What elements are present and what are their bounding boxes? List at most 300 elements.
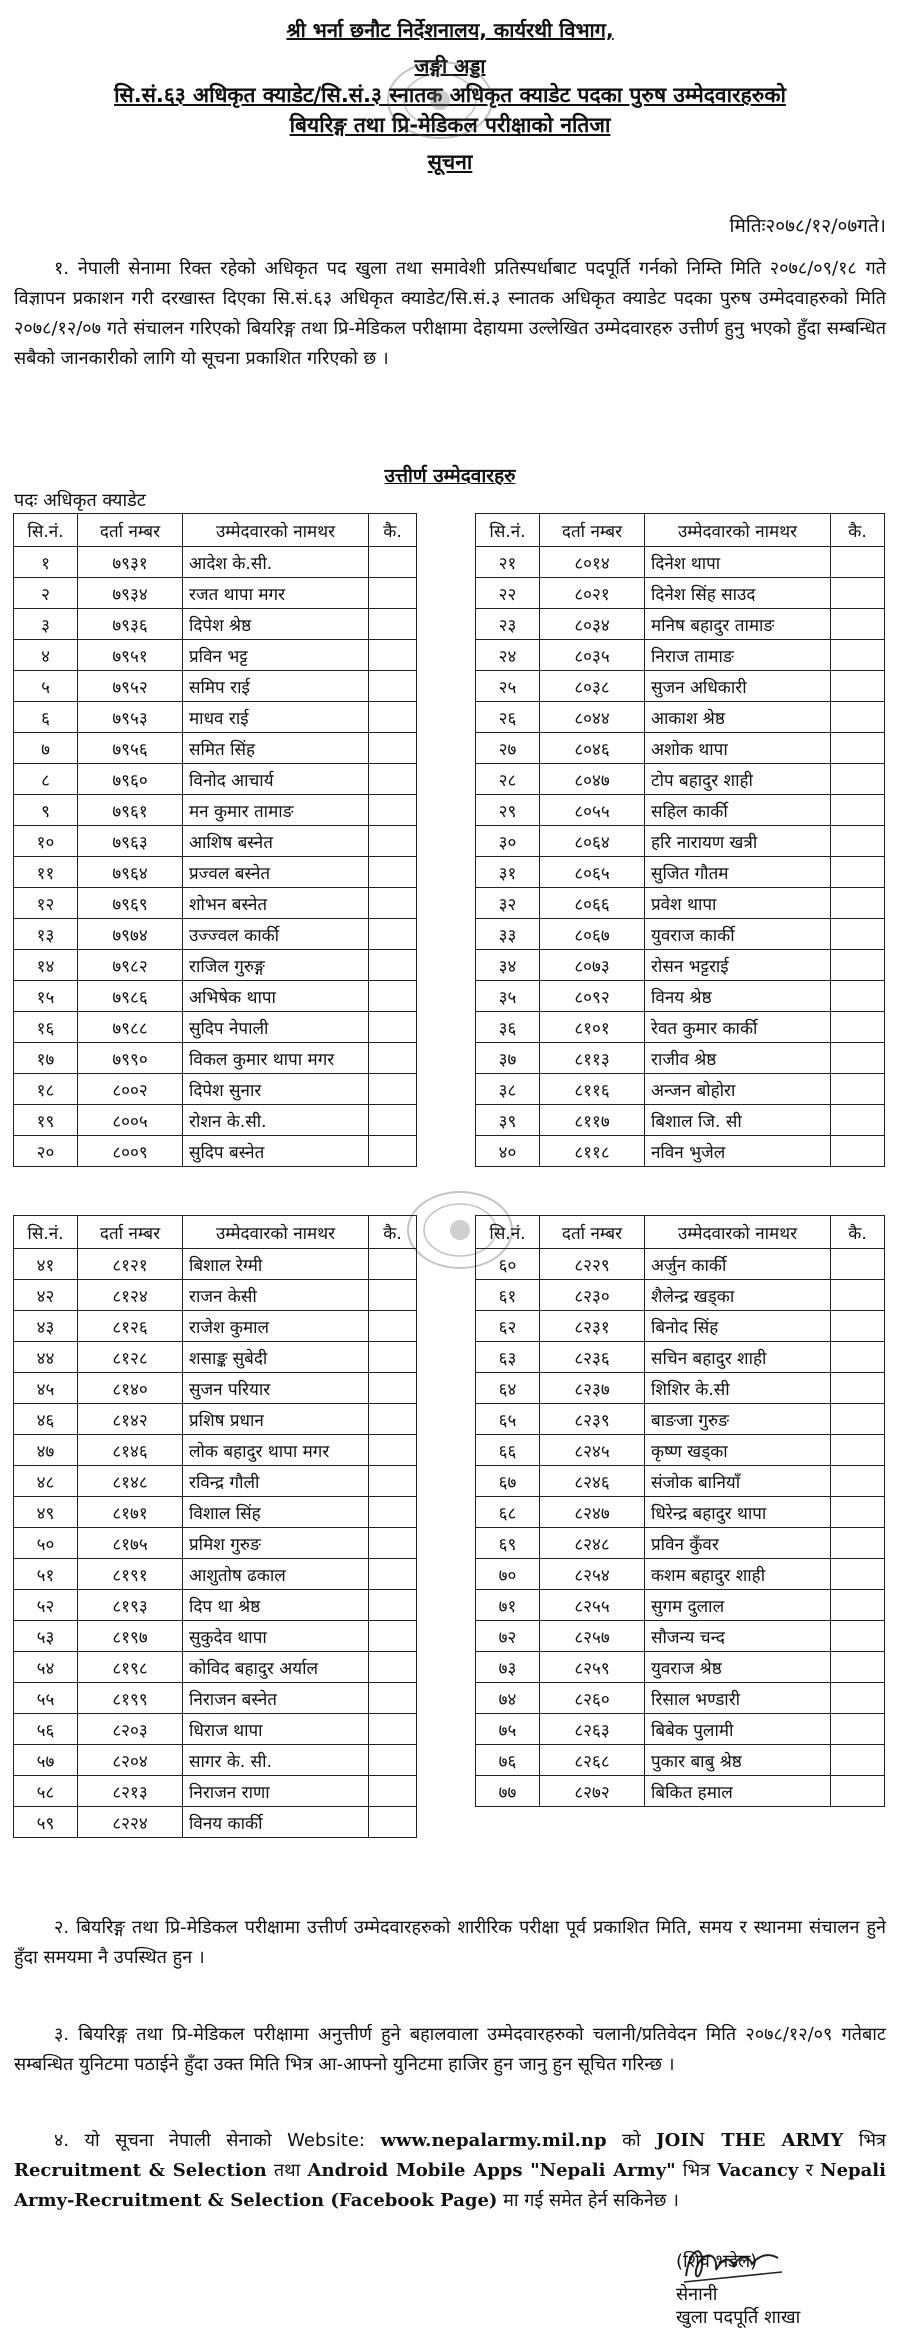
seal-stamp-icon — [380, 55, 500, 145]
table-row — [476, 609, 885, 640]
table-row — [476, 733, 885, 764]
serial-number-cell: ४८ — [14, 1466, 78, 1497]
serial-number-cell: ७६ — [476, 1745, 540, 1776]
serial-number-cell: १५ — [14, 981, 78, 1012]
serial-number-cell: ४६ — [14, 1404, 78, 1435]
registration-number-cell: ८२५९ — [540, 1652, 645, 1683]
candidate-name-cell: निराज तामाङ — [645, 640, 831, 671]
remarks-cell — [369, 1497, 417, 1528]
table-row — [476, 1280, 885, 1311]
table-row — [476, 1012, 885, 1043]
candidate-name-cell: हरि नारायण खत्री — [645, 826, 831, 857]
table-row — [476, 1590, 885, 1621]
registration-number-cell: ७९५२ — [78, 671, 183, 702]
serial-number-cell: ५ — [14, 671, 78, 702]
registration-number-cell: ८०७३ — [540, 950, 645, 981]
para4-prefix: ४. यो सूचना नेपाली सेनाको Website: — [54, 2130, 381, 2151]
serial-number-cell: २६ — [476, 702, 540, 733]
remarks-cell — [831, 1745, 885, 1776]
remarks-cell — [831, 1714, 885, 1745]
candidate-name-cell: धिरेन्द्र बहादुर थापा — [645, 1497, 831, 1528]
remarks-cell — [369, 1074, 417, 1105]
table-row — [14, 1621, 417, 1652]
registration-number-cell: ७९५३ — [78, 702, 183, 733]
remarks-cell — [831, 1528, 885, 1559]
serial-number-cell: ३२ — [476, 888, 540, 919]
table-row — [476, 1043, 885, 1074]
serial-number-cell: ७३ — [476, 1652, 540, 1683]
candidate-name-cell: अशोक थापा — [645, 733, 831, 764]
registration-number-cell: ८११७ — [540, 1105, 645, 1136]
registration-number-cell: ८२१३ — [78, 1776, 183, 1807]
candidate-name-cell: संजोक बानियाँ — [645, 1466, 831, 1497]
table-row — [476, 795, 885, 826]
serial-number-cell: ३० — [476, 826, 540, 857]
apps-text: Android Mobile Apps "Nepali Army" — [307, 2160, 676, 2181]
table-row — [14, 1342, 417, 1373]
table-row — [14, 1745, 417, 1776]
table-row — [476, 1652, 885, 1683]
remarks-cell — [369, 795, 417, 826]
registration-number-cell: ८०३५ — [540, 640, 645, 671]
registration-number-cell: ७९७४ — [78, 919, 183, 950]
candidate-name-cell: आकाश श्रेष्ठ — [645, 702, 831, 733]
remarks-cell — [369, 1776, 417, 1807]
registration-number-cell: ७९५६ — [78, 733, 183, 764]
serial-number-cell: ५२ — [14, 1590, 78, 1621]
serial-number-cell: १६ — [14, 1012, 78, 1043]
serial-number-cell: ६ — [14, 702, 78, 733]
candidate-name-cell: अर्जुन कार्की — [645, 1249, 831, 1280]
candidate-name-cell: प्रवेश थापा — [645, 888, 831, 919]
serial-number-cell: ५१ — [14, 1559, 78, 1590]
remarks-cell — [369, 1652, 417, 1683]
table-row — [476, 1342, 885, 1373]
table-row — [14, 764, 417, 795]
serial-number-cell: ६३ — [476, 1342, 540, 1373]
candidate-name-cell: टोप बहादुर शाही — [645, 764, 831, 795]
serial-number-cell: ४० — [476, 1136, 540, 1167]
serial-number-cell: १२ — [14, 888, 78, 919]
candidate-name-cell: राजीव श्रेष्ठ — [645, 1043, 831, 1074]
registration-number-cell: ८२४७ — [540, 1497, 645, 1528]
registration-number-cell: ८२५७ — [540, 1621, 645, 1652]
table-row — [476, 1683, 885, 1714]
candidate-name-cell: नविन भुजेल — [645, 1136, 831, 1167]
registration-number-cell: ८१९९ — [78, 1683, 183, 1714]
candidate-name-cell: दिनेश सिंह साउद — [645, 578, 831, 609]
serial-number-cell: ३७ — [476, 1043, 540, 1074]
col-header-remarks: कै. — [831, 1216, 885, 1249]
remarks-cell — [369, 857, 417, 888]
candidate-name-cell: कोविद बहादुर अर्याल — [183, 1652, 369, 1683]
registration-number-cell: ८२६८ — [540, 1745, 645, 1776]
remarks-cell — [831, 702, 885, 733]
remarks-cell — [831, 1652, 885, 1683]
candidate-name-cell: विनोद आचार्य — [183, 764, 369, 795]
table-row — [14, 1714, 417, 1745]
serial-number-cell: ७२ — [476, 1621, 540, 1652]
registration-number-cell: ८०३४ — [540, 609, 645, 640]
candidate-name-cell: प्रज्वल बस्नेत — [183, 857, 369, 888]
registration-number-cell: ८१०१ — [540, 1012, 645, 1043]
candidate-name-cell: विकल कुमार थापा मगर — [183, 1043, 369, 1074]
serial-number-cell: ७ — [14, 733, 78, 764]
candidate-name-cell: समिप राई — [183, 671, 369, 702]
candidate-name-cell: शैलेन्द्र खड्का — [645, 1280, 831, 1311]
candidate-name-cell: रोसन भट्टराई — [645, 950, 831, 981]
table-row — [476, 640, 885, 671]
remarks-cell — [369, 1714, 417, 1745]
table-row — [14, 1652, 417, 1683]
registration-number-cell: ८१९३ — [78, 1590, 183, 1621]
serial-number-cell: ३६ — [476, 1012, 540, 1043]
registration-number-cell: ८०४७ — [540, 764, 645, 795]
remarks-cell — [369, 1105, 417, 1136]
serial-number-cell: २३ — [476, 609, 540, 640]
registration-number-cell: ८०१४ — [540, 547, 645, 578]
remarks-cell — [831, 1435, 885, 1466]
registration-number-cell: ८२४८ — [540, 1528, 645, 1559]
candidate-name-cell: बिनोद सिंह — [645, 1311, 831, 1342]
serial-number-cell: ५७ — [14, 1745, 78, 1776]
remarks-cell — [831, 1590, 885, 1621]
candidate-name-cell: रोशन के.सी. — [183, 1105, 369, 1136]
col-header-reg: दर्ता नम्बर — [540, 1216, 645, 1249]
candidate-name-cell: सुगम दुलाल — [645, 1590, 831, 1621]
serial-number-cell: ५९ — [14, 1807, 78, 1838]
registration-number-cell: ८२०४ — [78, 1745, 183, 1776]
remarks-cell — [831, 795, 885, 826]
remarks-cell — [831, 1311, 885, 1342]
registration-number-cell: ७९९० — [78, 1043, 183, 1074]
serial-number-cell: ७७ — [476, 1776, 540, 1807]
table-row — [476, 888, 885, 919]
serial-number-cell: २४ — [476, 640, 540, 671]
join-army-text: JOIN THE ARMY — [656, 2130, 844, 2151]
registration-number-cell: ८००२ — [78, 1074, 183, 1105]
candidate-name-cell: आदेश के.सी. — [183, 547, 369, 578]
table-row — [14, 888, 417, 919]
candidate-name-cell: दिनेश थापा — [645, 547, 831, 578]
remarks-cell — [831, 578, 885, 609]
registration-number-cell: ८२७२ — [540, 1776, 645, 1807]
candidate-name-cell: शिशिर के.सी — [645, 1373, 831, 1404]
table-row — [14, 1807, 417, 1838]
candidate-name-cell: अभिषेक थापा — [183, 981, 369, 1012]
registration-number-cell: ८००९ — [78, 1136, 183, 1167]
notice-date: मितिः२०७८/१२/०७गते। — [729, 215, 886, 237]
remarks-cell — [831, 950, 885, 981]
registration-number-cell: ७९६३ — [78, 826, 183, 857]
registration-number-cell: ८१४२ — [78, 1404, 183, 1435]
serial-number-cell: ३१ — [476, 857, 540, 888]
registration-number-cell: ७९८६ — [78, 981, 183, 1012]
paragraph-2: २. बियरिङ्ग तथा प्रि-मेडिकल परीक्षामा उत्तीर्ण उम्मेदवारहरुको शारीरिक परीक्षा पूर्व प्रकाशित मिति, समय र स्थानमा संचालन हुने हुँदा समयमा नै उपस्थित हुन । — [14, 1917, 886, 1968]
table-row — [476, 1404, 885, 1435]
registration-number-cell: ८०९२ — [540, 981, 645, 1012]
remarks-cell — [831, 1342, 885, 1373]
candidate-name-cell: निराजन राणा — [183, 1776, 369, 1807]
candidate-name-cell: दिपेश श्रेष्ठ — [183, 609, 369, 640]
registration-number-cell: ८०६५ — [540, 857, 645, 888]
serial-number-cell: ६५ — [476, 1404, 540, 1435]
paragraph-4 — [14, 2126, 886, 2216]
registration-number-cell: ८२५५ — [540, 1590, 645, 1621]
candidate-name-cell: निराजन बस्नेत — [183, 1683, 369, 1714]
para4-text: भित्र — [843, 2130, 886, 2151]
candidate-name-cell: सुजन अधिकारी — [645, 671, 831, 702]
table-row — [14, 609, 417, 640]
candidate-name-cell: राजन केसी — [183, 1280, 369, 1311]
remarks-cell — [369, 919, 417, 950]
remarks-cell — [369, 1528, 417, 1559]
remarks-cell — [831, 671, 885, 702]
registration-number-cell: ८११८ — [540, 1136, 645, 1167]
table-row — [14, 857, 417, 888]
serial-number-cell: ६० — [476, 1249, 540, 1280]
serial-number-cell: २१ — [476, 547, 540, 578]
table-row — [476, 1621, 885, 1652]
candidate-name-cell: आशिष बस्नेत — [183, 826, 369, 857]
results-table-4 — [475, 1215, 885, 1807]
registration-number-cell: ८२४६ — [540, 1466, 645, 1497]
candidate-name-cell: युवराज कार्की — [645, 919, 831, 950]
serial-number-cell: ४१ — [14, 1249, 78, 1280]
remarks-cell — [369, 733, 417, 764]
candidate-name-cell: सागर के. सी. — [183, 1745, 369, 1776]
candidate-name-cell: कशम बहादुर शाही — [645, 1559, 831, 1590]
candidate-name-cell: बिशाल जि. सी — [645, 1105, 831, 1136]
col-header-reg: दर्ता नम्बर — [540, 514, 645, 547]
registration-number-cell: ८१९८ — [78, 1652, 183, 1683]
website-link[interactable]: www.nepalarmy.mil.np — [380, 2130, 607, 2151]
remarks-cell — [831, 1466, 885, 1497]
registration-number-cell: ८२३६ — [540, 1342, 645, 1373]
remarks-cell — [831, 764, 885, 795]
serial-number-cell: ३४ — [476, 950, 540, 981]
remarks-cell — [831, 1683, 885, 1714]
candidate-name-cell: विशाल सिंह — [183, 1497, 369, 1528]
remarks-cell — [369, 1373, 417, 1404]
candidate-name-cell: प्रविन भट्ट — [183, 640, 369, 671]
results-table-2 — [475, 513, 885, 1167]
registration-number-cell: ७९५१ — [78, 640, 183, 671]
table-row — [14, 1012, 417, 1043]
remarks-cell — [369, 1342, 417, 1373]
para4-text: तथा — [266, 2160, 308, 2181]
table-row — [476, 919, 885, 950]
registration-number-cell: ८२५४ — [540, 1559, 645, 1590]
table-row — [14, 1105, 417, 1136]
candidate-name-cell: विनय श्रेष्ठ — [645, 981, 831, 1012]
serial-number-cell: ११ — [14, 857, 78, 888]
signatory-rank: सेनानी — [676, 2284, 718, 2305]
table-row — [476, 1776, 885, 1807]
para4-text: को — [606, 2130, 657, 2151]
candidate-name-cell: राजिल गुरुङ्ग — [183, 950, 369, 981]
remarks-cell — [831, 1249, 885, 1280]
serial-number-cell: १० — [14, 826, 78, 857]
serial-number-cell: १७ — [14, 1043, 78, 1074]
serial-number-cell: ६९ — [476, 1528, 540, 1559]
serial-number-cell: २७ — [476, 733, 540, 764]
remarks-cell — [831, 1559, 885, 1590]
remarks-cell — [369, 1745, 417, 1776]
notice-label: सूचना — [427, 150, 473, 174]
registration-number-cell: ८१९१ — [78, 1559, 183, 1590]
registration-number-cell: ८००५ — [78, 1105, 183, 1136]
serial-number-cell: ९ — [14, 795, 78, 826]
registration-number-cell: ८०६४ — [540, 826, 645, 857]
registration-number-cell: ८१४० — [78, 1373, 183, 1404]
candidate-name-cell: रविन्द्र गौली — [183, 1466, 369, 1497]
para4-text: र — [798, 2160, 821, 2181]
remarks-cell — [369, 1136, 417, 1167]
table-row — [14, 733, 417, 764]
post-label: पदः अधिकृत क्याडेट — [14, 490, 146, 511]
table-row — [14, 547, 417, 578]
remarks-cell — [831, 1621, 885, 1652]
candidate-name-cell: राजेश कुमाल — [183, 1311, 369, 1342]
table-row — [14, 1311, 417, 1342]
table-row — [476, 1136, 885, 1167]
candidate-name-cell: शोभन बस्नेत — [183, 888, 369, 919]
serial-number-cell: ३८ — [476, 1074, 540, 1105]
registration-number-cell: ८०४४ — [540, 702, 645, 733]
serial-number-cell: ८ — [14, 764, 78, 795]
serial-number-cell: ७५ — [476, 1714, 540, 1745]
results-table-1 — [13, 513, 417, 1167]
table-row — [476, 950, 885, 981]
table-row — [476, 671, 885, 702]
col-header-sn: सि.नं. — [476, 1216, 540, 1249]
signatory-office: खुला पदपूर्ति शाखा — [676, 2307, 801, 2328]
notice-title-line2: बियरिङ्ग तथा प्रि-मेडिकल परीक्षाको नतिजा — [289, 113, 611, 137]
table-row — [14, 1683, 417, 1714]
registration-number-cell: ८११६ — [540, 1074, 645, 1105]
table-row — [476, 1714, 885, 1745]
remarks-cell — [831, 733, 885, 764]
serial-number-cell: ६८ — [476, 1497, 540, 1528]
para4-text: भित्र — [675, 2160, 718, 2181]
remarks-cell — [831, 609, 885, 640]
serial-number-cell: २२ — [476, 578, 540, 609]
remarks-cell — [831, 1280, 885, 1311]
candidate-name-cell: सुजन परियार — [183, 1373, 369, 1404]
notice-title-line1: सि.सं.६३ अधिकृत क्याडेट/सि.सं.३ स्नातक अधिकृत क्याडेट पदका पुरुष उम्मेदवारहरुको — [114, 83, 786, 107]
remarks-cell — [369, 1466, 417, 1497]
remarks-cell — [831, 1404, 885, 1435]
candidate-name-cell: प्रमिश गुरुङ — [183, 1528, 369, 1559]
table-row — [476, 547, 885, 578]
serial-number-cell: १९ — [14, 1105, 78, 1136]
registration-number-cell: ८०३८ — [540, 671, 645, 702]
candidate-name-cell: उज्ज्वल कार्की — [183, 919, 369, 950]
registration-number-cell: ८१७५ — [78, 1528, 183, 1559]
table-row — [476, 764, 885, 795]
table-row — [14, 702, 417, 733]
candidate-name-cell: बिकित हमाल — [645, 1776, 831, 1807]
candidate-name-cell: सचिन बहादुर शाही — [645, 1342, 831, 1373]
table-row — [14, 1435, 417, 1466]
table-row — [14, 1590, 417, 1621]
registration-number-cell: ८२०३ — [78, 1714, 183, 1745]
candidate-name-cell: अन्जन बोहोरा — [645, 1074, 831, 1105]
registration-number-cell: ८२२९ — [540, 1249, 645, 1280]
serial-number-cell: ४९ — [14, 1497, 78, 1528]
table-row — [14, 1136, 417, 1167]
table-row — [14, 1528, 417, 1559]
col-header-name: उम्मेदवारको नामथर — [645, 1216, 831, 1249]
serial-number-cell: ७१ — [476, 1590, 540, 1621]
remarks-cell — [369, 764, 417, 795]
table-row — [476, 1497, 885, 1528]
remarks-cell — [369, 640, 417, 671]
recruitment-text: Recruitment & Selection — [14, 2160, 267, 2181]
candidate-name-cell: मन कुमार तामाङ — [183, 795, 369, 826]
registration-number-cell: ८०६७ — [540, 919, 645, 950]
registration-number-cell: ८१२१ — [78, 1249, 183, 1280]
table-row — [14, 1404, 417, 1435]
candidate-name-cell: शसाङ्क सुबेदी — [183, 1342, 369, 1373]
remarks-cell — [831, 1136, 885, 1167]
signatory-name: (शिव भडेल) — [676, 2251, 758, 2272]
paragraph-3: ३. बियरिङ्ग तथा प्रि-मेडिकल परीक्षामा अनुत्तीर्ण हुने बहालवाला उम्मेदवारहरुको चलानी/प्रतिवेदन मिति २०७८/१२/०९ गतेबाट सम्बन्धित युनिटमा पठाईने हुँदा उक्त मिति भित्र आ-आफ्नो युनिटमा हाजिर हुन जानु हुन सूचित गरिन्छ । — [14, 2024, 886, 2075]
table-row — [14, 1280, 417, 1311]
serial-number-cell: ३ — [14, 609, 78, 640]
registration-number-cell: ८२३९ — [540, 1404, 645, 1435]
col-header-sn: सि.नं. — [476, 514, 540, 547]
serial-number-cell: ३५ — [476, 981, 540, 1012]
remarks-cell — [369, 1559, 417, 1590]
remarks-cell — [831, 826, 885, 857]
serial-number-cell: ४७ — [14, 1435, 78, 1466]
candidate-name-cell: बिबेक पुलामी — [645, 1714, 831, 1745]
candidate-name-cell: युवराज श्रेष्ठ — [645, 1652, 831, 1683]
table-row — [14, 981, 417, 1012]
remarks-cell — [369, 1311, 417, 1342]
candidate-name-cell: सुजित गौतम — [645, 857, 831, 888]
registration-number-cell: ८११३ — [540, 1043, 645, 1074]
candidate-name-cell: रेवत कुमार कार्की — [645, 1012, 831, 1043]
remarks-cell — [369, 981, 417, 1012]
serial-number-cell: १ — [14, 547, 78, 578]
table-row — [476, 1745, 885, 1776]
serial-number-cell: ५८ — [14, 1776, 78, 1807]
table-row — [14, 950, 417, 981]
table-row — [476, 1249, 885, 1280]
col-header-remarks: कै. — [831, 514, 885, 547]
registration-number-cell: ८२३७ — [540, 1373, 645, 1404]
serial-number-cell: ५६ — [14, 1714, 78, 1745]
col-header-remarks: कै. — [369, 1216, 417, 1249]
remarks-cell — [369, 888, 417, 919]
registration-number-cell: ८०६६ — [540, 888, 645, 919]
registration-number-cell: ७९६९ — [78, 888, 183, 919]
serial-number-cell: ६१ — [476, 1280, 540, 1311]
table-row — [476, 578, 885, 609]
remarks-cell — [369, 1590, 417, 1621]
candidate-name-cell: लोक बहादुर थापा मगर — [183, 1435, 369, 1466]
registration-number-cell: ८१२४ — [78, 1280, 183, 1311]
remarks-cell — [831, 888, 885, 919]
table-row — [476, 1435, 885, 1466]
candidate-name-cell: आशुतोष ढकाल — [183, 1559, 369, 1590]
serial-number-cell: ३९ — [476, 1105, 540, 1136]
remarks-cell — [369, 671, 417, 702]
serial-number-cell: ६४ — [476, 1373, 540, 1404]
